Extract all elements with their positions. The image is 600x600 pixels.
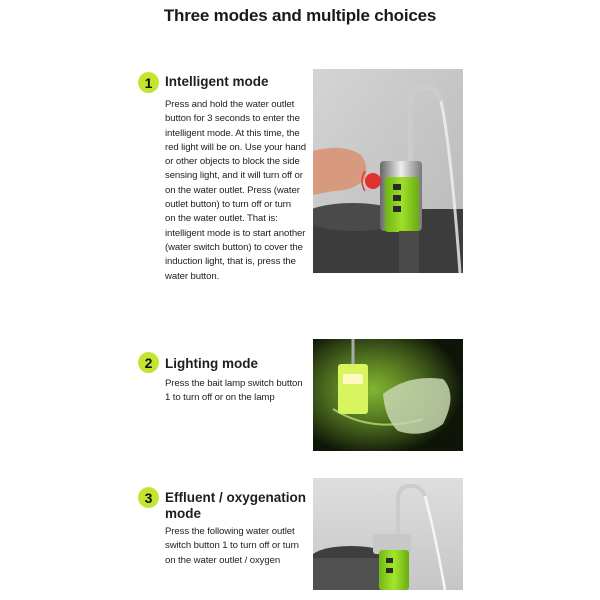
faucet-water-image xyxy=(313,478,463,590)
mode-title: Intelligent mode xyxy=(165,74,269,89)
mode-description: Press the following water outlet switch button 1 to turn off or turn on the water outlet / oxygen xyxy=(165,526,299,566)
mode-number-badge: 2 xyxy=(138,352,159,373)
faucet-hand-sensor-image xyxy=(313,69,463,273)
lighting-mode-photo xyxy=(313,339,463,451)
mode-title: Effluent / oxygenation mode xyxy=(165,490,307,521)
mode-description: Press the bait lamp switch button 1 to turn off or on the lamp xyxy=(165,378,303,404)
mode-title: Lighting mode xyxy=(165,356,258,371)
page-title: Three modes and multiple choices xyxy=(163,6,437,25)
effluent-mode-photo xyxy=(313,478,463,590)
mode-number-badge: 1 xyxy=(138,72,159,93)
faucet-lamp-image xyxy=(313,339,463,451)
intelligent-mode-photo xyxy=(313,69,463,273)
mode-description: Press and hold the water outlet button for 3 seconds to enter the intelligent mode. At this time, the red light will be on. Use your hand or other objects to block the side sensing light, and it will turn off or on the water outlet. Press (water outlet button) to turn off or turn on the water outlet. That is: intelligent mode is to start another (water switch button) to cover the induction light, that is, press the water button. xyxy=(165,99,307,282)
mode-number-badge: 3 xyxy=(138,487,159,508)
